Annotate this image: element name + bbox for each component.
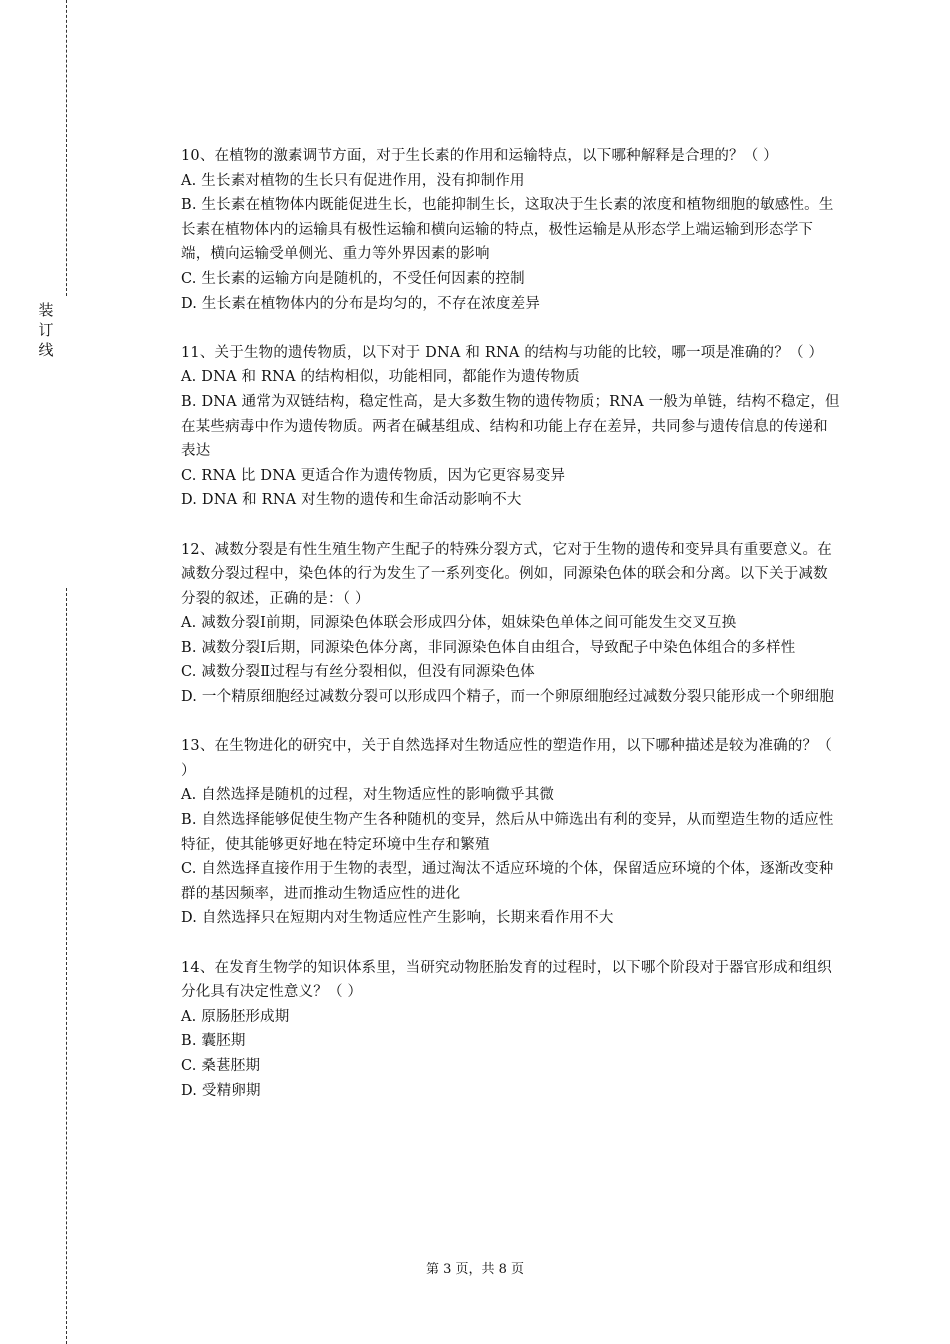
option-d: D. 生长素在植物体内的分布是均匀的，不存在浓度差异 [181, 295, 541, 312]
page-number: 第 3 页，共 8 页 [425, 1262, 525, 1277]
option-a: A. DNA 和 RNA 的结构相似，功能相同，都能作为遗传物质 [181, 369, 580, 386]
option-b: B. 减数分裂Ⅰ后期，同源染色体分离，非同源染色体自由组合，导致配子中染色体组合的多样性 [181, 639, 796, 656]
option-a: A. 生长素对植物的生长只有促进作用，没有抑制作用 [181, 172, 525, 189]
option-d: D. DNA 和 RNA 对生物的遗传和生命活动影响不大 [181, 492, 522, 509]
option-a: A. 原肠胚形成期 [181, 1008, 290, 1025]
option-a: A. 自然选择是随机的过程，对生物适应性的影响微乎其微 [181, 787, 555, 804]
question-list [181, 144, 841, 1128]
binding-label: 装订线 [38, 301, 54, 359]
option-d: D. 自然选择只在短期内对生物适应性产生影响，长期来看作用不大 [181, 910, 614, 927]
option-b: B. 自然选择能够促使生物产生各种随机的变异，然后从中筛选出有利的变异，从而塑造生物的适应性特征，使其能够更好地在特定环境中生存和繁殖 [181, 812, 834, 853]
option-c: C. 减数分裂Ⅱ过程与有丝分裂相似，但没有同源染色体 [181, 664, 535, 681]
question-stem: 10、在植物的激素调节方面，对于生长素的作用和运输特点，以下哪种解释是合理的？（ ） [181, 148, 778, 164]
question-10 [181, 144, 841, 316]
option-d: D. 一个精原细胞经过减数分裂可以形成四个精子，而一个卵原细胞经过减数分裂只能形成一个卵细胞 [181, 689, 835, 706]
question-stem: 13、在生物进化的研究中，关于自然选择对生物适应性的塑造作用，以下哪种描述是较为准确的？（ ） [181, 738, 832, 779]
option-b: B. 生长素在植物体内既能促进生长，也能抑制生长，这取决于生长素的浓度和植物细胞的敏感性。生长素在植物体内的运输具有极性运输和横向运输的特点，极性运输是从形态学上端运输到形态学下端，横向运输受单侧光、重力等外界因素的影响 [181, 197, 834, 263]
option-c: C. 自然选择直接作用于生物的表型，通过淘汰不适应环境的个体，保留适应环境的个体，逐渐改变种群的基因频率，进而推动生物适应性的进化 [181, 861, 834, 902]
question-stem: 14、在发育生物学的知识体系里，当研究动物胚胎发育的过程时，以下哪个阶段对于器官形成和组织分化具有决定性意义？（ ） [181, 959, 832, 1001]
question-13 [181, 734, 841, 931]
question-12 [181, 538, 841, 710]
binding-dashed-line-bottom [66, 588, 67, 1344]
binding-dashed-line-top [66, 0, 67, 296]
option-c: C. RNA 比 DNA 更适合作为遗传物质，因为它更容易变异 [181, 467, 566, 484]
option-b: B. DNA 通常为双链结构，稳定性高，是大多数生物的遗传物质；RNA 一般为单链，结构不稳定，但在某些病毒中作为遗传物质。两者在碱基组成、结构和功能上存在差异，共同参与遗传信息的传递和表达 [181, 393, 840, 460]
question-stem: 11、关于生物的遗传物质，以下对于 DNA 和 RNA 的结构与功能的比较，哪一项是准确的？（ ） [181, 344, 824, 361]
option-c: C. 桑葚胚期 [181, 1057, 261, 1074]
option-b: B. 囊胚期 [181, 1033, 246, 1050]
option-a: A. 减数分裂Ⅰ前期，同源染色体联会形成四分体，姐妹染色单体之间可能发生交叉互换 [181, 615, 737, 632]
question-14 [181, 956, 841, 1104]
question-11 [181, 341, 841, 513]
question-stem: 12、减数分裂是有性生殖生物产生配子的特殊分裂方式，它对于生物的遗传和变异具有重要意义。在减数分裂过程中，染色体的行为发生了一系列变化。例如，同源染色体的联会和分离。以下关于减数分裂的叙述，正确的是：（ ） [181, 541, 832, 607]
option-c: C. 生长素的运输方向是随机的，不受任何因素的控制 [181, 270, 525, 287]
option-d: D. 受精卵期 [181, 1082, 261, 1099]
